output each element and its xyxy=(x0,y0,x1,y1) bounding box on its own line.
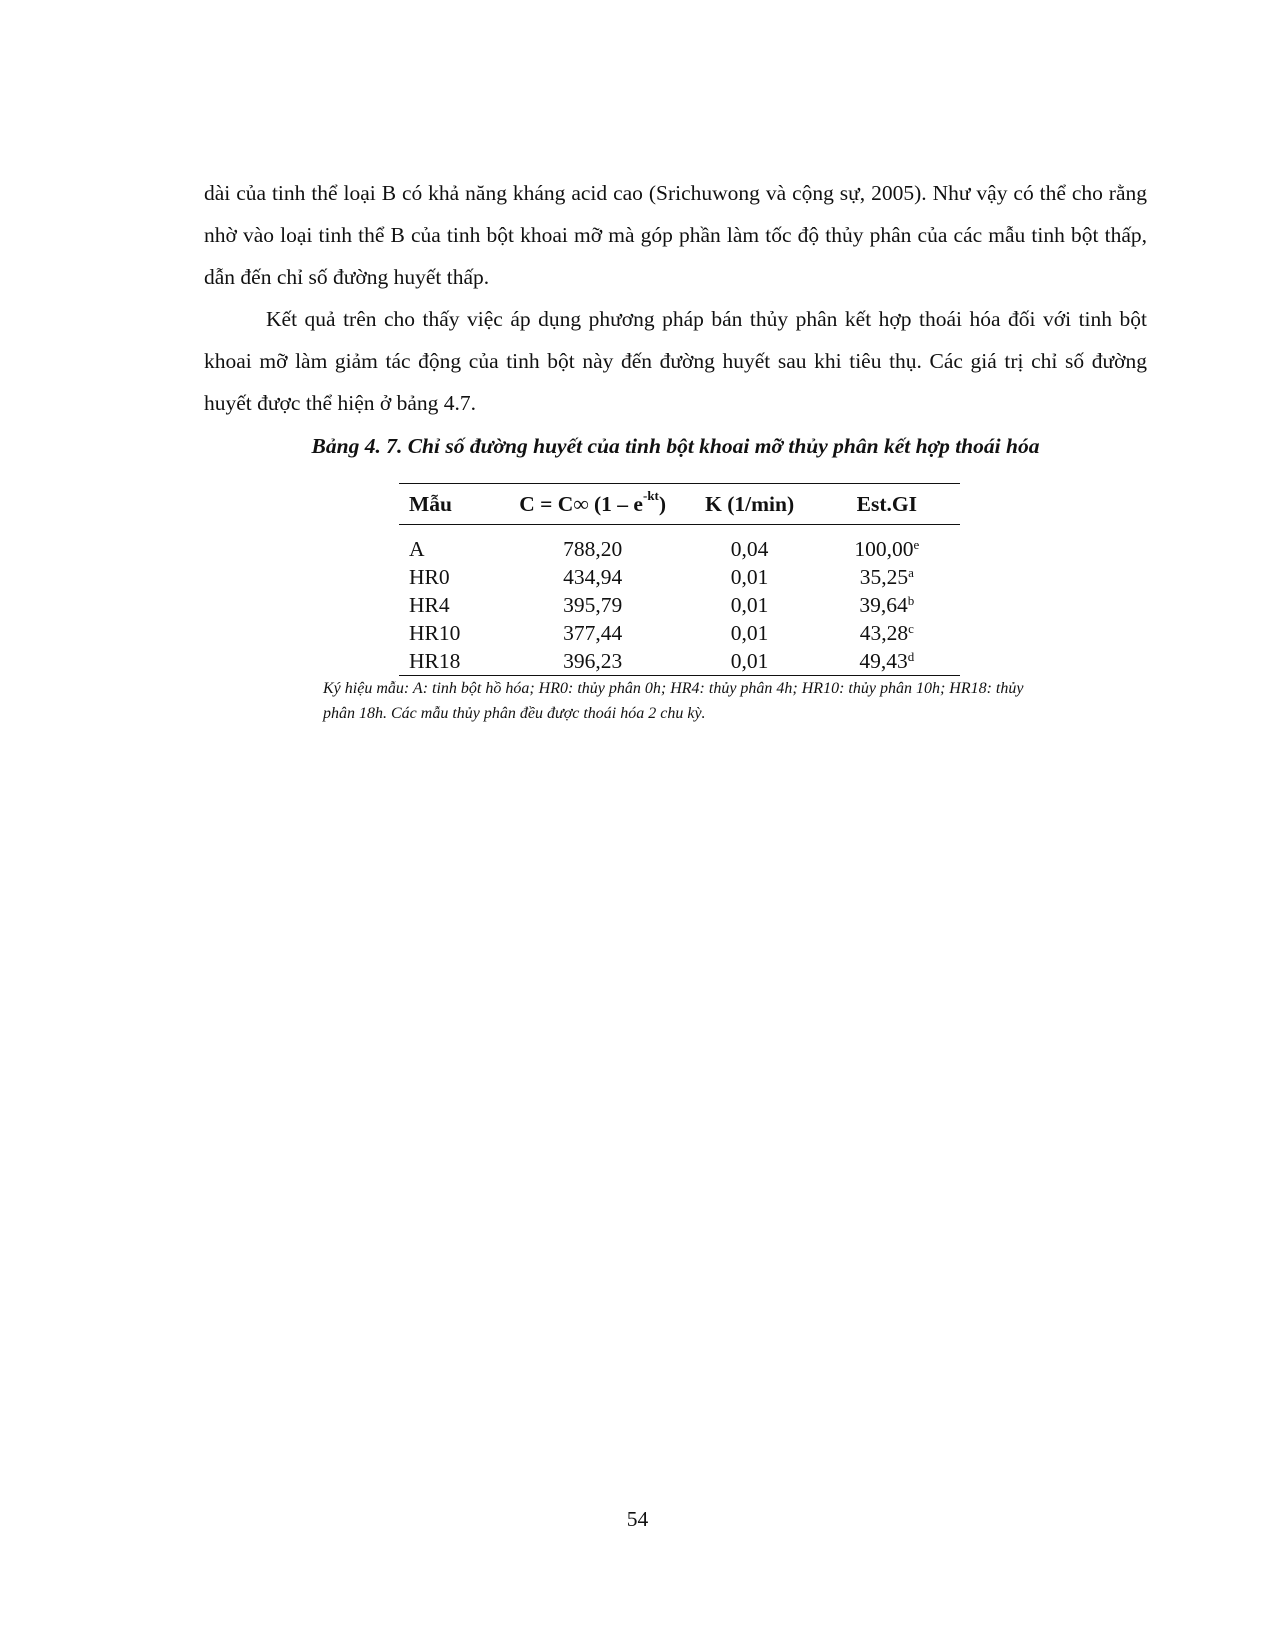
header-c-formula xyxy=(500,484,686,525)
cell-sample: A xyxy=(409,537,425,561)
cell-gi xyxy=(814,591,960,619)
gi-significance: c xyxy=(908,621,914,636)
page-number: 54 xyxy=(626,1507,649,1531)
cell-c: 788,20 xyxy=(563,537,623,561)
cell-c: 377,44 xyxy=(563,621,623,645)
cell-gi xyxy=(814,647,960,676)
glycemic-index-table xyxy=(399,483,960,676)
header-gi: Est.GI xyxy=(814,484,960,525)
table-row xyxy=(399,563,960,591)
header-c-formula-text: C = C∞ (1 – e xyxy=(519,491,643,516)
table-row xyxy=(399,647,960,676)
body-paragraph-2: Kết quả trên cho thấy việc áp dụng phương pháp bán thủy phân kết hợp thoái hóa đối với tinh bột khoai mỡ làm giảm tác động của tinh bột này đến đường huyết sau khi tiêu thụ. Các giá trị chỉ số đường huyết được thể hiện ở bảng 4.7. xyxy=(204,307,1147,415)
cell-gi xyxy=(814,619,960,647)
gi-value: 35,25 xyxy=(859,565,909,589)
cell-gi xyxy=(814,563,960,591)
gi-significance: e xyxy=(913,537,920,552)
gi-significance: d xyxy=(907,649,915,664)
gi-value: 49,43 xyxy=(859,649,908,673)
header-sample: Mẫu xyxy=(399,484,500,525)
cell-k: 0,01 xyxy=(730,621,769,645)
cell-k: 0,01 xyxy=(686,647,814,676)
gi-value: 43,28 xyxy=(859,621,909,645)
header-c-formula-close: ) xyxy=(658,491,667,516)
cell-gi xyxy=(814,525,960,564)
table-row xyxy=(399,591,960,619)
table-caption: Bảng 4. 7. Chỉ số đường huyết của tinh bột khoai mỡ thủy phân kết hợp thoái hóa xyxy=(311,434,1040,458)
cell-k: 0,04 xyxy=(730,537,769,561)
cell-sample: HR18 xyxy=(399,647,500,676)
body-paragraph-1: dài của tinh thể loại B có khả năng kháng acid cao (Srichuwong và cộng sự, 2005). Như vậy có thể cho rằng nhờ vào loại tinh thể B của tinh bột khoai mỡ mà góp phần làm tốc độ thủy phân của các mẫu tinh bột thấp, dẫn đến chỉ số đường huyết thấp. xyxy=(204,181,1147,289)
header-k: K (1/min) xyxy=(686,484,814,525)
table-row xyxy=(399,525,960,564)
gi-value: 100,00 xyxy=(854,537,914,561)
gi-significance: b xyxy=(907,593,915,608)
cell-sample: HR4 xyxy=(409,593,450,617)
table-row xyxy=(399,619,960,647)
cell-k: 0,01 xyxy=(730,593,769,617)
cell-c: 395,79 xyxy=(563,593,623,617)
cell-c: 396,23 xyxy=(500,647,686,676)
table-header-row xyxy=(399,484,960,525)
gi-significance: a xyxy=(908,565,914,580)
cell-k: 0,01 xyxy=(730,565,769,589)
gi-value: 39,64 xyxy=(859,593,908,617)
cell-sample: HR10 xyxy=(409,621,461,645)
header-c-formula-exponent: -kt xyxy=(642,487,659,503)
table-footnote: Ký hiệu mẫu: A: tinh bột hồ hóa; HR0: thủy phân 0h; HR4: thủy phân 4h; HR10: thủy phân 10h; HR18: thủy phân 18h. Các mẫu thủy phân đều được thoái hóa 2 chu kỳ. xyxy=(323,680,1024,722)
cell-c: 434,94 xyxy=(563,565,623,589)
cell-sample: HR0 xyxy=(409,565,450,589)
